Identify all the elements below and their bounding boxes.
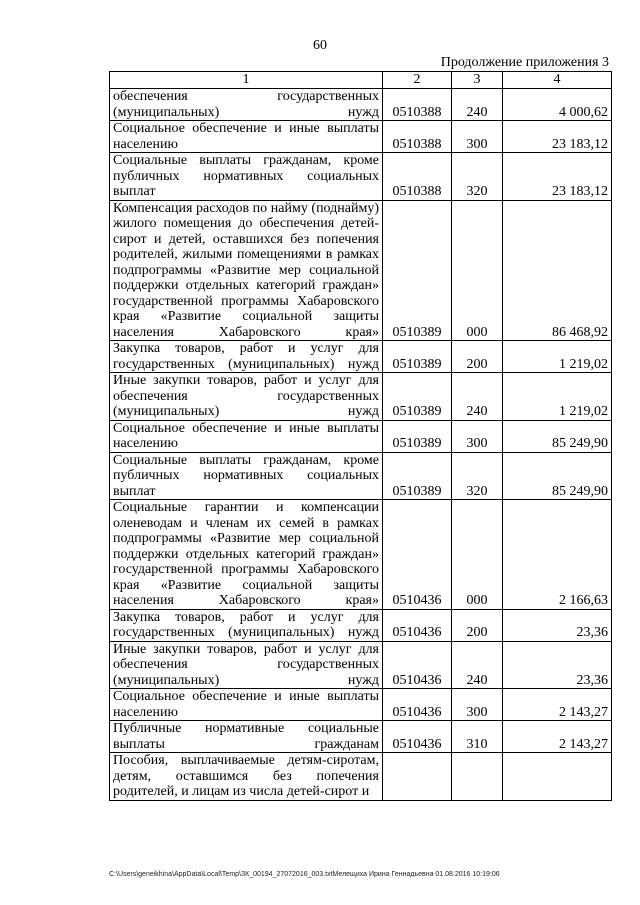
column-header-code: 2 bbox=[383, 72, 452, 89]
row-code-cell: 0510388 bbox=[383, 121, 452, 153]
row-amount-cell bbox=[503, 753, 612, 801]
row-name-cell: Закупка товаров, работ и услуг для государственных (муниципальных) нужд bbox=[110, 341, 383, 373]
column-header-vr: 3 bbox=[452, 72, 503, 89]
row-vr-cell: 320 bbox=[452, 153, 503, 201]
row-amount-cell: 86 468,92 bbox=[503, 200, 612, 341]
appendix-continuation-note: Продолжение приложения 3 bbox=[440, 55, 609, 70]
table-row bbox=[110, 373, 612, 421]
row-name-cell: Публичные нормативные социальные выплаты гражданам bbox=[110, 721, 383, 753]
row-name-cell: Социальное обеспечение и иные выплаты населению bbox=[110, 689, 383, 721]
row-amount-cell: 4 000,62 bbox=[503, 89, 612, 121]
row-amount-cell: 23 183,12 bbox=[503, 153, 612, 201]
table-row bbox=[110, 721, 612, 753]
row-vr-cell: 310 bbox=[452, 721, 503, 753]
row-code-cell: 0510389 bbox=[383, 341, 452, 373]
row-amount-cell: 85 249,90 bbox=[503, 420, 612, 452]
row-amount-cell: 23 183,12 bbox=[503, 121, 612, 153]
row-vr-cell: 200 bbox=[452, 609, 503, 641]
row-name-cell: Социальное обеспечение и иные выплаты населению bbox=[110, 121, 383, 153]
row-name-cell: обеспечения государственных (муниципальных) нужд bbox=[110, 89, 383, 121]
row-code-cell: 0510436 bbox=[383, 689, 452, 721]
table-row bbox=[110, 341, 612, 373]
row-name-cell: Социальные гарантии и компенсации оленеводам и членам их семей в рамках подпрограммы «Развитие мер социальной поддержки отдельных категорий граждан» государственной программы Хабаровского края «Развитие социальной защиты населения Хабаровского края» bbox=[110, 500, 383, 610]
row-name-cell: Иные закупки товаров, работ и услуг для обеспечения государственных (муниципальных) нужд bbox=[110, 641, 383, 689]
row-name-cell: Социальные выплаты гражданам, кроме публичных нормативных социальных выплат bbox=[110, 452, 383, 500]
row-amount-cell: 2 166,63 bbox=[503, 500, 612, 610]
row-code-cell: 0510436 bbox=[383, 609, 452, 641]
row-code-cell: 0510436 bbox=[383, 641, 452, 689]
row-code-cell: 0510389 bbox=[383, 200, 452, 341]
column-header-name: 1 bbox=[110, 72, 383, 89]
row-name-cell: Закупка товаров, работ и услуг для государственных (муниципальных) нужд bbox=[110, 609, 383, 641]
row-vr-cell: 240 bbox=[452, 641, 503, 689]
row-amount-cell: 23,36 bbox=[503, 641, 612, 689]
table-row bbox=[110, 609, 612, 641]
row-vr-cell: 000 bbox=[452, 200, 503, 341]
row-amount-cell: 2 143,27 bbox=[503, 721, 612, 753]
row-amount-cell: 1 219,02 bbox=[503, 373, 612, 421]
table-row bbox=[110, 121, 612, 153]
row-vr-cell: 300 bbox=[452, 420, 503, 452]
row-vr-cell: 300 bbox=[452, 689, 503, 721]
page-number: 60 bbox=[313, 38, 327, 53]
table-row bbox=[110, 153, 612, 201]
row-vr-cell: 200 bbox=[452, 341, 503, 373]
table-row bbox=[110, 641, 612, 689]
row-vr-cell: 300 bbox=[452, 121, 503, 153]
file-path-footer: C:\Users\geneikhina\AppData\Local\Temp\ЗК_00194_27072016_003.txtМелещиха Ирина Геннадьевна 01.08.2016 10:19:06 bbox=[109, 871, 500, 878]
table-row bbox=[110, 500, 612, 610]
row-vr-cell bbox=[452, 753, 503, 801]
table-body bbox=[110, 89, 612, 801]
row-vr-cell: 000 bbox=[452, 500, 503, 610]
row-name-cell: Компенсация расходов по найму (поднайму) жилого помещения до обеспечения детей-сирот и детей, оставшихся без попечения родителей, жилыми помещениями в рамках подпрограммы «Развитие мер социальной поддержки отдельных категорий граждан» государственной программы Хабаровского края «Развитие социальной защиты населения Хабаровского края» bbox=[110, 200, 383, 341]
row-vr-cell: 320 bbox=[452, 452, 503, 500]
table-row bbox=[110, 452, 612, 500]
row-code-cell: 0510388 bbox=[383, 89, 452, 121]
table-row bbox=[110, 420, 612, 452]
column-header-amount: 4 bbox=[503, 72, 612, 89]
row-code-cell: 0510388 bbox=[383, 153, 452, 201]
row-code-cell: 0510389 bbox=[383, 373, 452, 421]
row-name-cell: Иные закупки товаров, работ и услуг для обеспечения государственных (муниципальных) нужд bbox=[110, 373, 383, 421]
row-code-cell: 0510389 bbox=[383, 452, 452, 500]
table-row bbox=[110, 753, 612, 801]
table-row bbox=[110, 89, 612, 121]
table-row bbox=[110, 689, 612, 721]
row-name-cell: Пособия, выплачиваемые детям-сиротам, детям, оставшимся без попечения родителей, и лицам из числа детей-сирот и bbox=[110, 753, 383, 801]
row-vr-cell: 240 bbox=[452, 89, 503, 121]
row-amount-cell: 2 143,27 bbox=[503, 689, 612, 721]
row-vr-cell: 240 bbox=[452, 373, 503, 421]
row-amount-cell: 23,36 bbox=[503, 609, 612, 641]
row-code-cell: 0510436 bbox=[383, 721, 452, 753]
budget-table bbox=[109, 71, 612, 801]
table-row bbox=[110, 200, 612, 341]
row-code-cell: 0510436 bbox=[383, 500, 452, 610]
header-row bbox=[110, 72, 612, 89]
row-amount-cell: 1 219,02 bbox=[503, 341, 612, 373]
row-code-cell: 0510389 bbox=[383, 420, 452, 452]
row-name-cell: Социальное обеспечение и иные выплаты населению bbox=[110, 420, 383, 452]
row-amount-cell: 85 249,90 bbox=[503, 452, 612, 500]
row-code-cell bbox=[383, 753, 452, 801]
row-name-cell: Социальные выплаты гражданам, кроме публичных нормативных социальных выплат bbox=[110, 153, 383, 201]
